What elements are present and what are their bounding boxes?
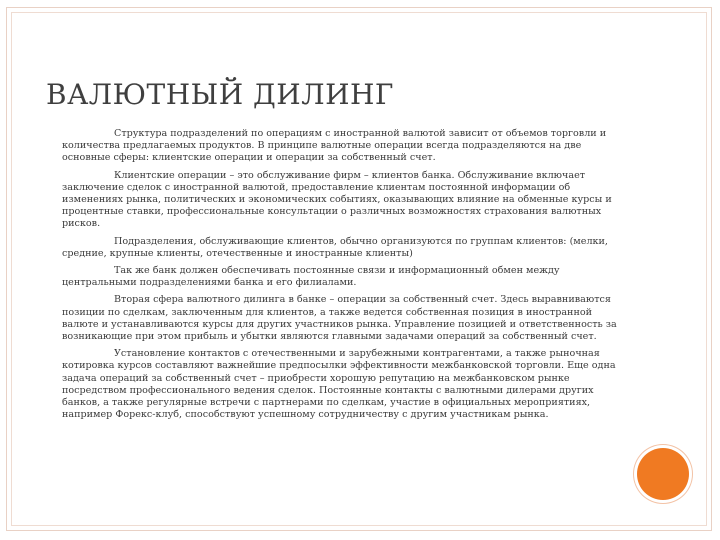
decorative-orange-circle xyxy=(637,448,689,500)
paragraph-branch-communication: Так же банк должен обеспечивать постоянные связи и информационный обмен между центральными подразделениями банка и его филиалами. xyxy=(62,265,560,289)
slide-title: ВАЛЮТНЫЙ ДИЛИНГ xyxy=(46,78,394,111)
slide-body xyxy=(62,128,618,426)
paragraph-client-operations: Клиентские операции – это обслуживание фирм – клиентов банка. Обслуживание включает заключение сделок с иностранной валютой, предоставление клиентам постоянной информации об изменениях рынка, политических и экономических событиях, оказывающих влияние на обменные курсы и процентные ставки, профессиональные консультации о различных возможностях страхования валютных рисков. xyxy=(62,169,612,230)
paragraph-client-groups: Подразделения, обслуживающие клиентов, обычно организуются по группам клиентов: (мелки, средние, крупные клиенты, отечественные и иностранные клиенты) xyxy=(62,235,608,259)
paragraph-contacts: Установление контактов с отечественными и зарубежными контрагентами, а также рыночная котировка курсов составляют важнейшие предпосылки эффективности межбанковской торговли. Еще одна задача операций за собственный счет – приобрести хорошую репутацию на межбанковском рынке посредством профессионального ведения сделок. Постоянные контакты с валютными дилерами других банков, а также регулярные встречи с партнерами по сделкам, участие в официальных мероприятиях, например Форекс-клуб, способствуют успешному сотрудничеству с другим участникам рынка. xyxy=(62,348,616,421)
paragraph-own-account: Вторая сфера валютного дилинга в банке – операции за собственный счет. Здесь выравниваются позиции по сделкам, заключенным для клиентов, а также ведется собственная позиция в иностранной валюте и устанавливаются курсы для других участников рынка. Управление позицией и ответственность за возникающие при этом прибыль и убытки являются главными задачами операций за собственный счет. xyxy=(62,294,617,343)
paragraph-structure: Структура подразделений по операциям с иностранной валютой зависит от объемов торговли и количества предлагаемых продуктов. В принципе валютные операции всегда подразделяются на две основные сферы: клиентские операции и операции за собственный счет. xyxy=(62,128,607,164)
